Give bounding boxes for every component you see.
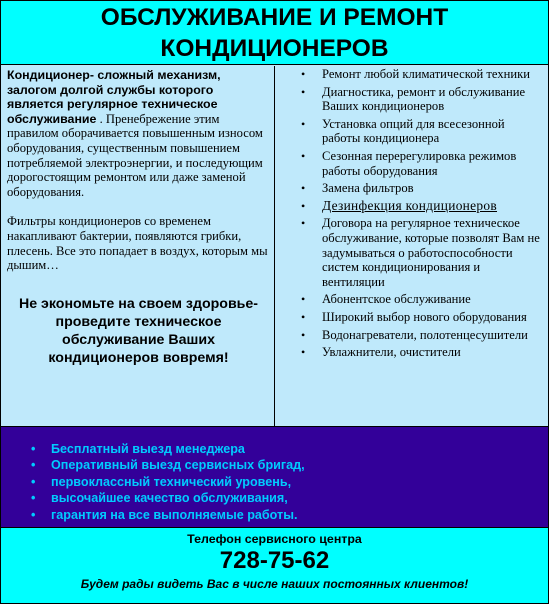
benefit-item: • первоклассный технический уровень, xyxy=(31,474,292,489)
benefit-item: • Оперативный выезд сервисных бригад, xyxy=(31,458,305,473)
service-item: • Сезонная перерегулировка режимов работы оборудования xyxy=(301,148,517,178)
bullet-icon: • xyxy=(301,345,306,360)
filters-paragraph: Фильтры кондиционеров со временем накапливают бактерии, появляются грибки, плесень. Все это попадает в воздух, которым мы дышим… xyxy=(7,214,268,273)
service-item: • Договора на регулярное техническое обслуживание, которые позволят Вам не задумываться о работоспособности систем кондиционирования и вентиляции xyxy=(301,216,540,289)
benefits-list xyxy=(1,441,548,523)
bullet-icon: • xyxy=(301,216,306,231)
service-item: • Ремонт любой климатической техники xyxy=(301,67,530,81)
benefit-item: • Бесплатный выезд менеджера xyxy=(31,442,245,456)
service-item: • Увлажнители, очистители xyxy=(301,345,461,360)
bullet-icon: • xyxy=(301,84,306,99)
header xyxy=(1,1,548,65)
intro-tail: . Пренебрежение этим правилом оборачивается повышенным износом оборудования, существенным повышением потребляемой электроэнергии, и последующим дорогостоящим ремонтом или даже заменой оборудования. xyxy=(7,111,263,199)
services-column xyxy=(276,66,548,426)
bullet-icon: • xyxy=(301,198,306,213)
service-item: • Абонентское обслуживание xyxy=(301,292,471,307)
bullet-icon: • xyxy=(31,491,36,506)
service-item: • Диагностика, ремонт и обслуживание Ваших кондиционеров xyxy=(301,84,526,114)
title-line-2: КОНДИЦИОНЕРОВ xyxy=(160,35,389,62)
intro-paragraph xyxy=(7,68,270,199)
title-line-1: ОБСЛУЖИВАНИЕ И РЕМОНТ xyxy=(100,4,449,31)
bullet-icon: • xyxy=(301,327,306,342)
benefit-item: • гарантия на все выполняемые работы. xyxy=(31,507,298,522)
benefits-panel xyxy=(1,426,548,528)
bullet-icon: • xyxy=(301,309,306,324)
service-item: • Замена фильтров xyxy=(301,181,414,196)
bullet-icon: • xyxy=(31,507,36,522)
footer xyxy=(1,528,548,603)
phone-label: Телефон сервисного центра xyxy=(187,532,362,546)
tagline: Будем рады видеть Вас в числе наших постоянных клиентов! xyxy=(80,577,469,591)
bullet-icon: • xyxy=(301,67,306,81)
bullet-icon: • xyxy=(301,148,306,163)
services-list xyxy=(276,67,546,360)
service-item: • Широкий выбор нового оборудования xyxy=(301,309,527,324)
bullet-icon: • xyxy=(301,116,306,131)
phone-number[interactable]: 728-75-62 xyxy=(219,547,330,574)
bullet-icon: • xyxy=(31,442,36,456)
service-item: • Водонагреватели, полотенцесушители xyxy=(301,327,528,342)
bullet-icon: • xyxy=(301,292,306,307)
service-item-link[interactable]: • Дезинфекция кондиционеров xyxy=(301,197,498,213)
bullet-icon: • xyxy=(31,458,36,473)
intro-lead: Кондиционер- сложный механизм, залогом долгой службы которого является регулярное техническое обслуживание xyxy=(7,68,221,126)
bullet-icon: • xyxy=(301,181,306,196)
callout-text: Не экономьте на своем здоровье- проведите техническое обслуживание Ваших кондиционеров вовремя! xyxy=(18,295,259,366)
spacer xyxy=(7,199,270,214)
benefit-item: • высочайшее качество обслуживания, xyxy=(31,491,288,506)
service-item: • Установка опций для всесезонной работы кондиционера xyxy=(301,116,505,146)
intro-column xyxy=(1,66,275,426)
bullet-icon: • xyxy=(31,474,36,489)
